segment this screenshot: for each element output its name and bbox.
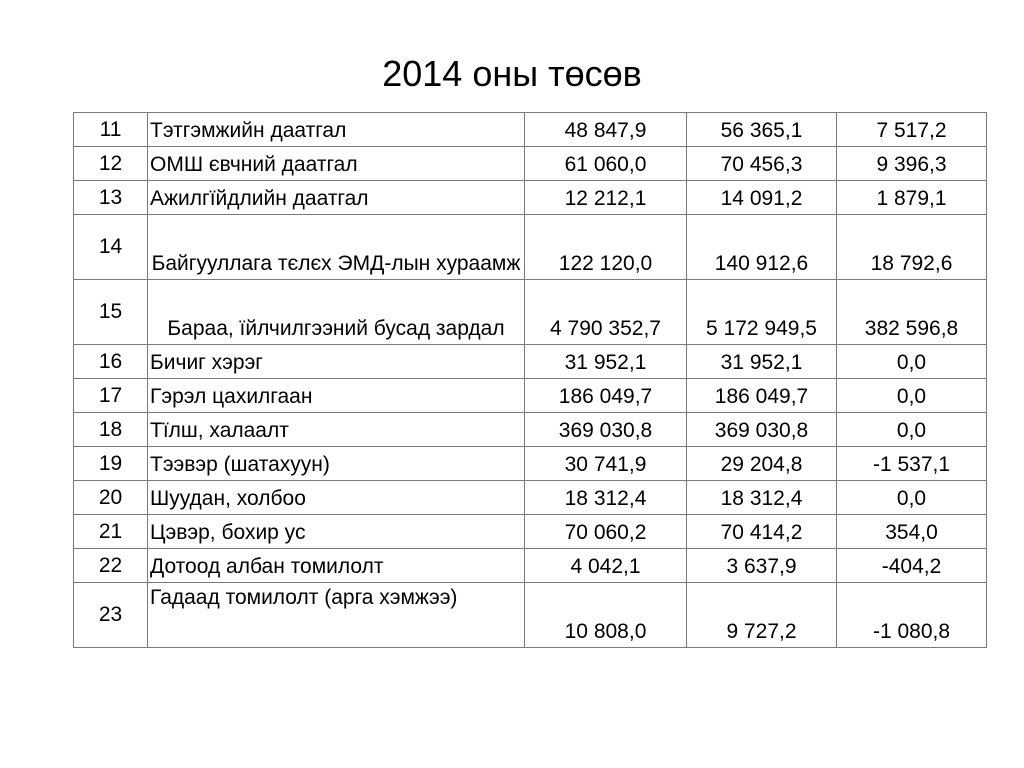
row-value-3: 0,0 <box>837 379 987 413</box>
row-name: Цэвэр, бохир ус <box>148 515 525 549</box>
row-name: Гадаад томилолт (арга хэмжээ) <box>148 583 525 648</box>
table-row <box>74 215 987 280</box>
table-row <box>74 583 987 648</box>
row-value-1: 369 030,8 <box>525 413 687 447</box>
row-value-2: 140 912,6 <box>687 215 837 280</box>
row-value-3: 354,0 <box>837 515 987 549</box>
row-value-2: 14 091,2 <box>687 181 837 215</box>
table-row <box>74 379 987 413</box>
row-value-3: -404,2 <box>837 549 987 583</box>
row-value-1: 12 212,1 <box>525 181 687 215</box>
row-name: Бараа, їйлчилгээний бусад зардал <box>148 280 525 345</box>
row-number: 21 <box>74 515 148 549</box>
table-row <box>74 515 987 549</box>
budget-table <box>73 112 987 648</box>
row-value-1: 31 952,1 <box>525 345 687 379</box>
row-value-2: 3 637,9 <box>687 549 837 583</box>
table-row <box>74 447 987 481</box>
table-row <box>74 113 987 147</box>
row-value-3: 18 792,6 <box>837 215 987 280</box>
row-number: 23 <box>74 583 148 648</box>
table-row <box>74 413 987 447</box>
row-name: Гэрэл цахилгаан <box>148 379 525 413</box>
row-value-1: 186 049,7 <box>525 379 687 413</box>
table-row <box>74 181 987 215</box>
table-row <box>74 549 987 583</box>
row-value-1: 122 120,0 <box>525 215 687 280</box>
row-value-2: 369 030,8 <box>687 413 837 447</box>
row-name: Тээвэр (шатахуун) <box>148 447 525 481</box>
row-value-3: 9 396,3 <box>837 147 987 181</box>
row-name: Тїлш, халаалт <box>148 413 525 447</box>
row-name: Бичиг хэрэг <box>148 345 525 379</box>
row-number: 15 <box>74 280 148 345</box>
row-number: 13 <box>74 181 148 215</box>
row-value-3: 0,0 <box>837 413 987 447</box>
row-value-2: 70 456,3 <box>687 147 837 181</box>
row-name: Дотоод албан томилолт <box>148 549 525 583</box>
row-name: Ажилгїйдлийн даатгал <box>148 181 525 215</box>
row-number: 20 <box>74 481 148 515</box>
row-value-1: 61 060,0 <box>525 147 687 181</box>
page-title: 2014 оны төсөв <box>382 53 642 94</box>
row-value-1: 4 042,1 <box>525 549 687 583</box>
row-name: Шуудан, холбоо <box>148 481 525 515</box>
row-number: 18 <box>74 413 148 447</box>
row-value-3: 1 879,1 <box>837 181 987 215</box>
row-number: 19 <box>74 447 148 481</box>
row-value-1: 10 808,0 <box>525 583 687 648</box>
row-name: ОМШ євчний даатгал <box>148 147 525 181</box>
row-value-2: 18 312,4 <box>687 481 837 515</box>
row-value-3: 7 517,2 <box>837 113 987 147</box>
row-value-3: 0,0 <box>837 345 987 379</box>
table-row <box>74 147 987 181</box>
row-value-1: 48 847,9 <box>525 113 687 147</box>
row-value-3: 382 596,8 <box>837 280 987 345</box>
row-value-1: 4 790 352,7 <box>525 280 687 345</box>
row-value-3: 0,0 <box>837 481 987 515</box>
row-value-1: 30 741,9 <box>525 447 687 481</box>
row-value-3: -1 080,8 <box>837 583 987 648</box>
row-number: 12 <box>74 147 148 181</box>
row-value-2: 31 952,1 <box>687 345 837 379</box>
row-value-2: 70 414,2 <box>687 515 837 549</box>
row-value-2: 29 204,8 <box>687 447 837 481</box>
row-value-2: 5 172 949,5 <box>687 280 837 345</box>
table-row <box>74 280 987 345</box>
row-number: 17 <box>74 379 148 413</box>
row-value-1: 18 312,4 <box>525 481 687 515</box>
row-number: 11 <box>74 113 148 147</box>
table-row <box>74 345 987 379</box>
row-name: Тэтгэмжийн даатгал <box>148 113 525 147</box>
row-value-2: 9 727,2 <box>687 583 837 648</box>
row-name: Байгууллага тєлєх ЭМД-лын хураамж <box>148 215 525 280</box>
row-value-2: 186 049,7 <box>687 379 837 413</box>
row-number: 22 <box>74 549 148 583</box>
row-value-3: -1 537,1 <box>837 447 987 481</box>
row-value-1: 70 060,2 <box>525 515 687 549</box>
row-number: 16 <box>74 345 148 379</box>
row-number: 14 <box>74 215 148 280</box>
table-row <box>74 481 987 515</box>
row-value-2: 56 365,1 <box>687 113 837 147</box>
